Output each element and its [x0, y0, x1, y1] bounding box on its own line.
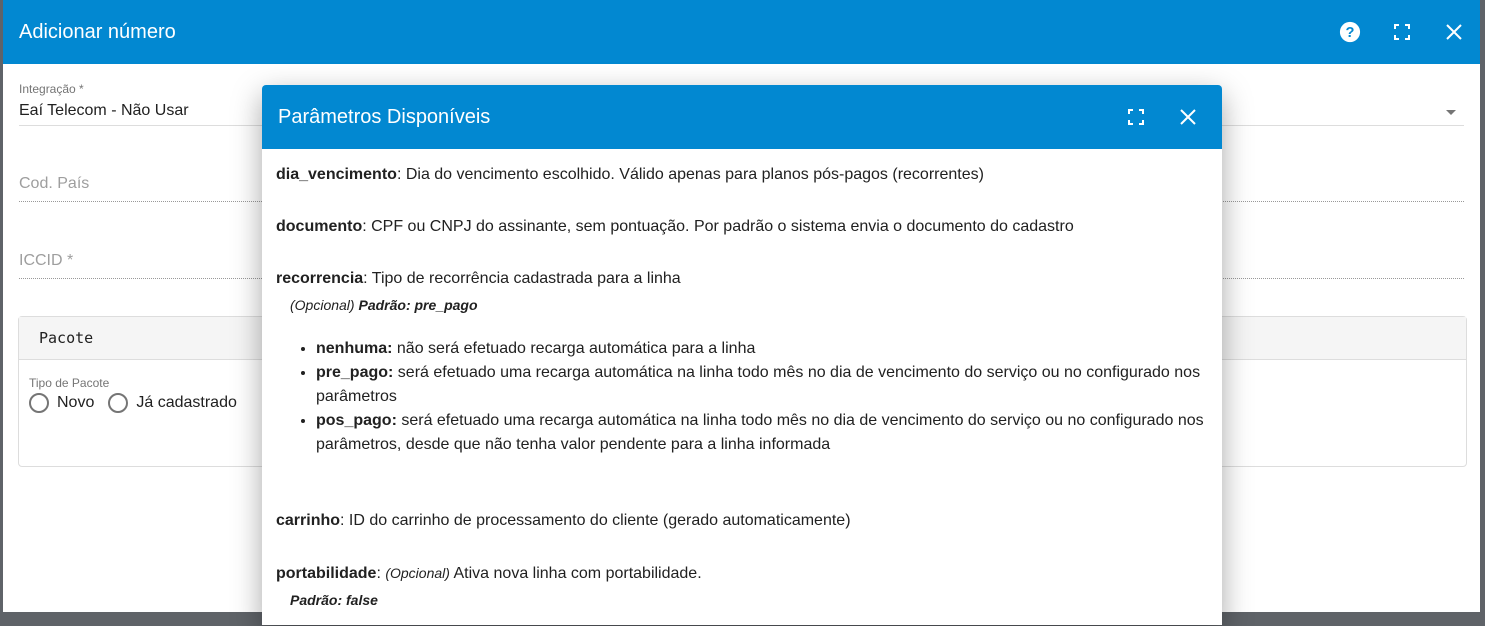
option-name: nenhuma: — [316, 340, 393, 357]
param-desc: : ID do carrinho de processamento do cliente (gerado automaticamente) — [340, 512, 851, 529]
param-dia-vencimento — [276, 163, 1208, 187]
param-desc: : Tipo de recorrência cadastrada para a linha — [363, 270, 681, 287]
parametros-content — [262, 149, 1222, 626]
optional-tag: (Opcional) — [290, 297, 355, 313]
parametros-dialog — [262, 85, 1222, 625]
iccid-placeholder: ICCID * — [19, 252, 1464, 279]
parametros-dialog-title: Parâmetros Disponíveis — [278, 105, 491, 128]
tipo-pacote-label: Tipo de Pacote — [29, 376, 110, 390]
cod-pais-placeholder: Cod. País — [19, 175, 1464, 202]
parametros-dialog-header — [262, 85, 1222, 149]
radio-ja-cadastrado[interactable] — [108, 393, 237, 413]
default-value: Padrão: pre_pago — [358, 297, 478, 313]
dialog-header — [3, 0, 1480, 64]
param-desc: Ativa nova linha com portabilidade. — [449, 565, 702, 582]
close-icon[interactable] — [1428, 6, 1480, 58]
option-item — [316, 361, 1208, 409]
param-documento — [276, 215, 1208, 239]
dropdown-caret-icon[interactable] — [1446, 110, 1456, 115]
radio-novo-label: Novo — [57, 394, 95, 411]
dialog-title: Adicionar número — [19, 20, 176, 43]
integracao-value: Eaí Telecom - Não Usar — [19, 102, 189, 119]
fullscreen-icon[interactable] — [1110, 91, 1162, 143]
option-desc: será efetuado uma recarga automática na linha todo mês no dia de vencimento do serviço ou no configurado nos parâmetros — [316, 364, 1201, 405]
radio-circle-icon[interactable] — [108, 393, 128, 413]
option-name: pos_pago: — [316, 412, 397, 429]
option-desc: será efetuado uma recarga automática na linha todo mês no dia de vencimento do serviço ou no configurado nos parâmetros, desde que não tenha valor pendente para a linha informada — [316, 412, 1204, 453]
close-icon[interactable] — [1162, 91, 1214, 143]
param-carrinho — [276, 509, 1208, 533]
param-name: dia_vencimento — [276, 166, 397, 183]
option-name: pre_pago: — [316, 364, 394, 381]
param-recorrencia — [276, 267, 1208, 457]
svg-text:?: ? — [1345, 25, 1355, 42]
option-item — [316, 337, 1208, 361]
radio-circle-icon[interactable] — [29, 393, 49, 413]
option-item — [316, 409, 1208, 457]
param-name: documento — [276, 218, 363, 235]
pacote-card-title: Pacote — [19, 317, 1466, 360]
option-desc: não será efetuado recarga automática para a linha — [392, 340, 756, 357]
help-icon[interactable] — [1324, 6, 1376, 58]
param-portabilidade — [276, 561, 1208, 612]
integracao-label: Integração * — [19, 82, 84, 96]
radio-ja-cadastrado-label: Já cadastrado — [136, 394, 237, 411]
param-name: portabilidade — [276, 565, 377, 582]
optional-tag: (Opcional) — [385, 565, 450, 581]
param-name: carrinho — [276, 512, 341, 529]
param-desc: : CPF ou CNPJ do assinante, sem pontuação. Por padrão o sistema envia o documento do cadastro — [362, 218, 1074, 235]
param-name: recorrencia — [276, 270, 364, 287]
fullscreen-icon[interactable] — [1376, 6, 1428, 58]
default-value: Padrão: false — [290, 592, 378, 608]
param-sep: : — [376, 565, 386, 582]
radio-novo[interactable] — [29, 393, 94, 413]
param-desc: : Dia do vencimento escolhido. Válido apenas para planos pós-pagos (recorrentes) — [396, 166, 984, 183]
